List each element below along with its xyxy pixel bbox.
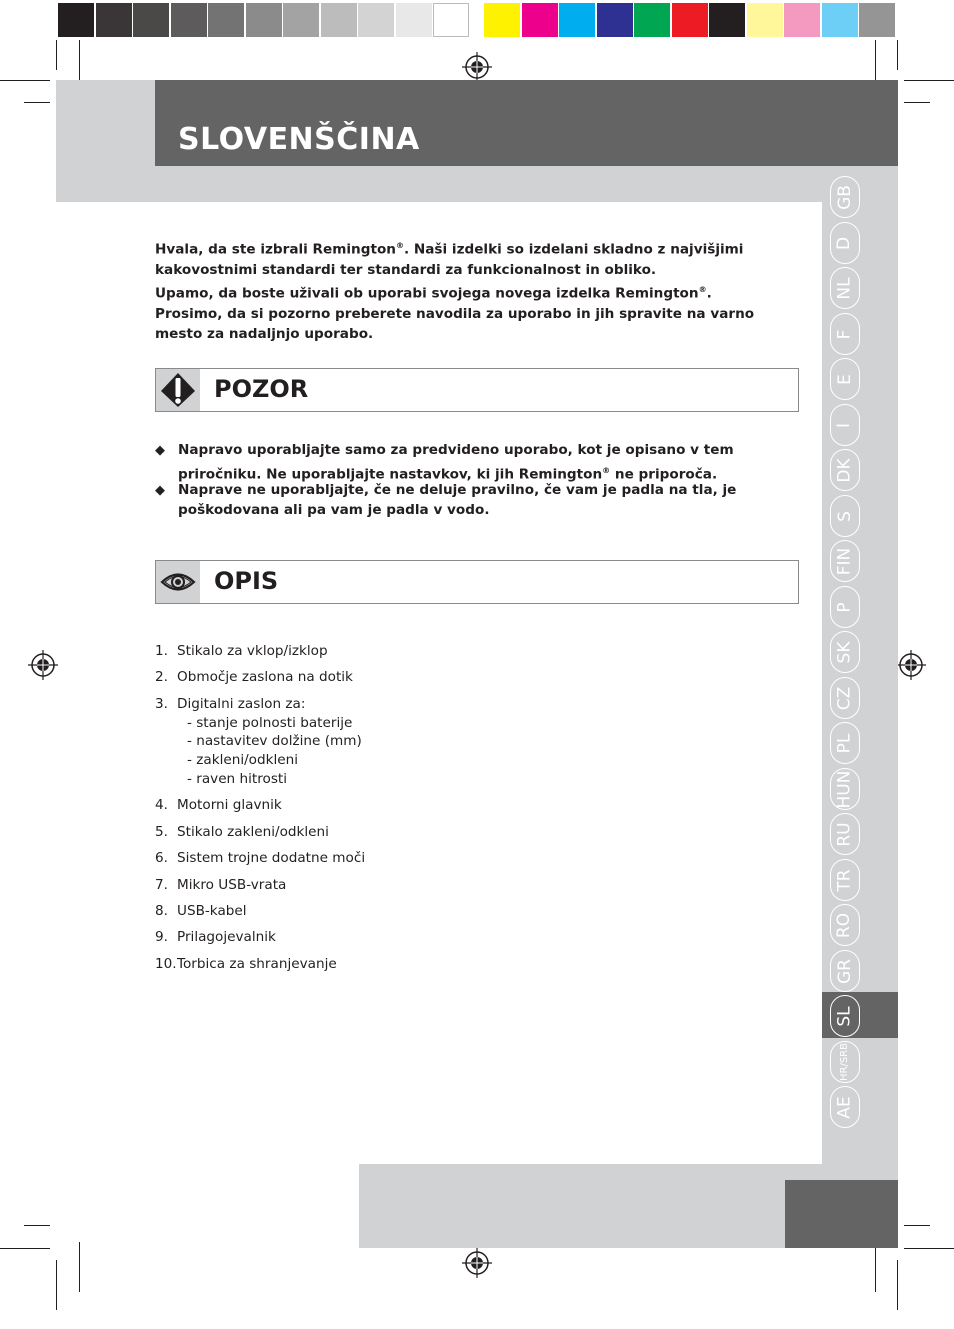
- language-tab-label: TR: [834, 868, 855, 892]
- language-tab-label: HUN: [834, 770, 855, 808]
- process-swatch: [559, 3, 595, 37]
- list-item-number: 5.: [155, 823, 168, 840]
- gray-swatch: [58, 3, 94, 37]
- list-item: [155, 695, 555, 789]
- language-tab-sl[interactable]: [830, 995, 860, 1037]
- process-swatch: [784, 3, 820, 37]
- language-tab-label: E: [834, 373, 855, 385]
- caution-item: ◆ Naprave ne uporabljajte, če ne deluje pravilno, če vam je padla na tla, je poškodovana ali pa vam je padla v vodo.: [155, 482, 737, 518]
- crop-mark: [904, 80, 954, 81]
- language-tab-gb[interactable]: [830, 176, 860, 218]
- gray-swatch: [96, 3, 132, 37]
- list-item: [155, 849, 555, 868]
- list-item-text: Stikalo za vklop/izklop: [177, 643, 328, 659]
- intro-text: [155, 236, 775, 344]
- crop-mark: [24, 102, 50, 103]
- process-color-bar: [484, 3, 897, 37]
- registration-mark-right: [896, 650, 926, 680]
- list-item: [155, 955, 555, 974]
- language-tab-label: I: [834, 422, 855, 428]
- language-tab-pl[interactable]: [830, 722, 860, 764]
- page-title: SLOVENŠČINA: [178, 122, 420, 157]
- description-title: OPIS: [214, 567, 279, 595]
- process-swatch: [822, 3, 858, 37]
- crop-mark: [56, 40, 57, 70]
- gray-swatch: [246, 3, 282, 37]
- language-tab-p[interactable]: [830, 586, 860, 628]
- bullet-diamond-icon: ◆: [155, 443, 165, 458]
- description-section-header: [155, 560, 799, 604]
- bullet-diamond-icon: ◆: [155, 483, 165, 498]
- list-item-text: Stikalo zakleni/odkleni: [177, 823, 329, 840]
- list-item-number: 1.: [155, 643, 168, 659]
- crop-mark: [904, 102, 930, 103]
- gray-swatch: [208, 3, 244, 37]
- language-tab-ru[interactable]: [830, 813, 860, 855]
- page-number-block: [785, 1180, 898, 1248]
- language-tab-ro[interactable]: [830, 904, 860, 946]
- caution-item: ◆ Napravo uporabljajte samo za predvideno uporabo, kot je opisano v tem priročniku. Ne uporabljajte nastavkov, ki jih Remington® ne priporoča.: [155, 442, 734, 483]
- list-item-number: 6.: [155, 850, 168, 867]
- registration-mark-top: [462, 52, 492, 82]
- crop-mark: [897, 40, 898, 70]
- list-item: [155, 796, 555, 815]
- language-tab-label: PL: [834, 733, 855, 753]
- language-tab-label: D: [834, 236, 855, 250]
- list-item: [155, 876, 555, 895]
- crop-mark: [904, 1248, 954, 1249]
- language-tab-hr-srb[interactable]: [830, 1041, 860, 1083]
- caution-title: POZOR: [214, 375, 309, 403]
- language-tab-e[interactable]: [830, 358, 860, 400]
- list-item-number: 10.: [155, 955, 177, 972]
- list-item-text: Torbica za shranjevanje: [177, 955, 337, 972]
- list-item-number: 7.: [155, 876, 168, 893]
- process-swatch: [634, 3, 670, 37]
- gray-swatch: [358, 3, 394, 37]
- language-tab-cz[interactable]: [830, 677, 860, 719]
- gray-swatch: [396, 3, 432, 37]
- language-tab-f[interactable]: [830, 313, 860, 355]
- language-tab-label: RO: [834, 912, 855, 938]
- process-swatch: [672, 3, 708, 37]
- gray-swatch: [171, 3, 207, 37]
- process-swatch: [859, 3, 895, 37]
- caution-section-header: [155, 368, 799, 412]
- gray-swatch: [283, 3, 319, 37]
- process-swatch: [484, 3, 520, 37]
- gray-swatch: [433, 3, 469, 37]
- list-item-text: Digitalni zaslon za:: [177, 695, 306, 712]
- list-item-number: 2.: [155, 669, 168, 686]
- language-tab-s[interactable]: [830, 495, 860, 537]
- language-tab-ae[interactable]: [830, 1086, 860, 1128]
- list-sub-item: - raven hitrosti: [187, 770, 288, 787]
- crop-mark: [56, 1260, 57, 1310]
- language-tab-fin[interactable]: [830, 540, 860, 582]
- registration-mark-left: [28, 650, 58, 680]
- language-tab-sk[interactable]: [830, 631, 860, 673]
- language-tab-hun[interactable]: [830, 768, 860, 810]
- list-item-number: 9.: [155, 929, 168, 946]
- language-tab-label: F: [834, 329, 855, 339]
- language-tab-d[interactable]: [830, 222, 860, 264]
- list-item-text: Mikro USB-vrata: [177, 876, 287, 893]
- list-item: [155, 902, 555, 921]
- gray-swatch: [321, 3, 357, 37]
- language-tab-label: P: [834, 601, 855, 613]
- language-tab-nl[interactable]: [830, 267, 860, 309]
- language-tab-tr[interactable]: [830, 859, 860, 901]
- language-tab-label: DK: [834, 457, 855, 483]
- process-swatch: [597, 3, 633, 37]
- language-tab-label: AE: [834, 1095, 855, 1119]
- language-tab-label: GB: [834, 184, 855, 210]
- registration-mark-bottom: [462, 1248, 492, 1278]
- gray-color-bar: [58, 3, 471, 37]
- language-tab-label: SL: [834, 1005, 855, 1027]
- language-tab-label: S: [834, 510, 855, 522]
- intro-paragraph: Upamo, da boste uživali ob uporabi svojega novega izdelka Remington®.: [155, 284, 712, 302]
- language-tab-label: SK: [834, 641, 855, 663]
- language-tab-gr[interactable]: [830, 950, 860, 992]
- list-sub-item: - nastavitev dolžine (mm): [187, 733, 362, 750]
- list-sub-item: - stanje polnosti baterije: [187, 714, 353, 731]
- language-tab-label: RU: [834, 821, 855, 847]
- exclamation-icon: [156, 369, 200, 411]
- parts-list: [155, 642, 555, 981]
- language-tab-dk[interactable]: [830, 449, 860, 491]
- crop-mark: [0, 1248, 50, 1249]
- crop-mark: [79, 1242, 80, 1292]
- gray-swatch: [133, 3, 169, 37]
- process-swatch: [709, 3, 745, 37]
- list-item: [155, 668, 555, 687]
- list-item: [155, 928, 555, 947]
- language-tab-label: NL: [834, 276, 855, 300]
- list-item-number: 8.: [155, 902, 168, 919]
- language-tab-label: CZ: [834, 686, 855, 710]
- crop-mark: [904, 1225, 930, 1226]
- list-item-text: Območje zaslona na dotik: [177, 669, 353, 686]
- list-item-text: USB-kabel: [177, 902, 247, 919]
- list-item-text: Sistem trojne dodatne moči: [177, 850, 366, 867]
- crop-mark: [875, 1242, 876, 1292]
- list-sub-item: - zakleni/odkleni: [187, 752, 299, 769]
- language-tab-label: GR: [834, 958, 855, 984]
- process-swatch: [747, 3, 783, 37]
- intro-paragraph: Prosimo, da si pozorno preberete navodila za uporabo in jih spravite na varno mesto za nadaljnjo uporabo.: [155, 305, 755, 342]
- list-item: [155, 823, 555, 842]
- language-tab-label: HR/SRB: [839, 1043, 850, 1081]
- language-tab-i[interactable]: [830, 404, 860, 446]
- language-tab-label: FIN: [834, 547, 855, 575]
- crop-mark: [24, 1225, 50, 1226]
- crop-mark: [897, 1260, 898, 1310]
- intro-paragraph: Hvala, da ste izbrali Remington®. Naši izdelki so izdelani skladno z najvišjimi kakovostnimi standardi ter standardi za funkcionalnost in obliko.: [155, 241, 744, 278]
- list-item-number: 3.: [155, 695, 168, 712]
- list-item: [155, 642, 555, 661]
- process-swatch: [522, 3, 558, 37]
- list-item-number: 4.: [155, 797, 168, 814]
- list-item-text: Prilagojevalnik: [177, 929, 276, 946]
- crop-mark: [0, 80, 50, 81]
- list-item-text: Motorni glavnik: [177, 797, 282, 814]
- eye-icon: [156, 561, 200, 603]
